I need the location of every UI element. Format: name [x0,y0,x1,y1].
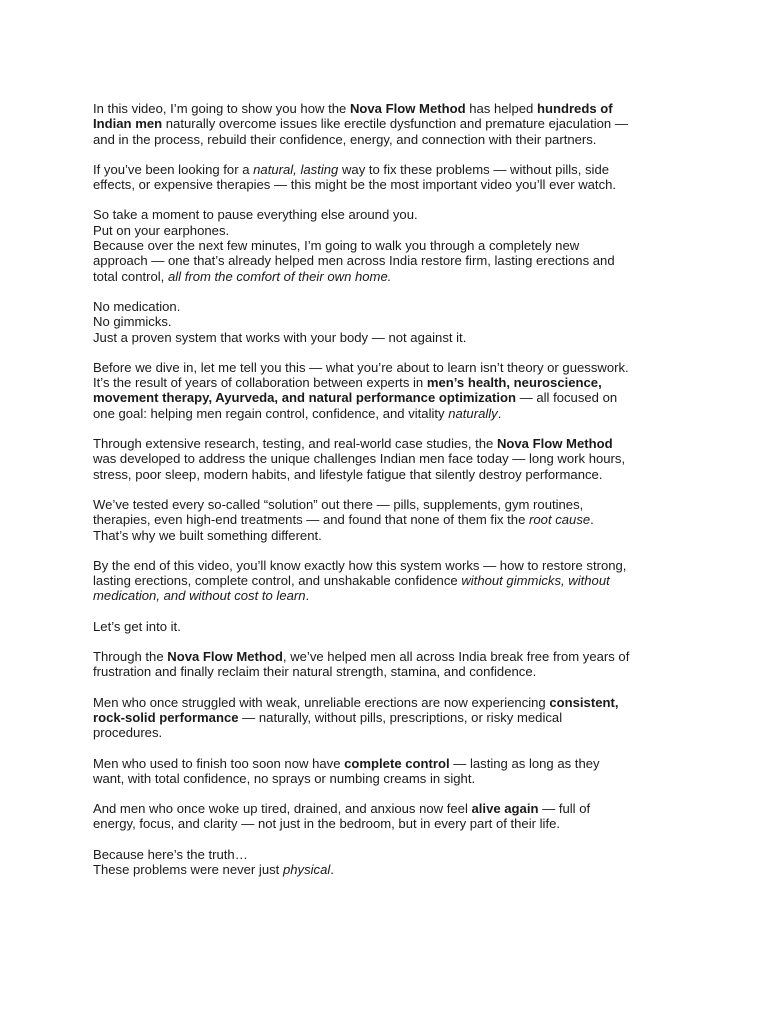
text-line [93,847,693,862]
text-line [93,177,693,192]
italic-text: medication, and without cost to learn [93,588,306,604]
text-run: — lasting as long as they [449,755,600,771]
text-line [93,558,693,573]
text-run: Men who once struggled with weak, unreliable erections are now experiencing [93,694,550,710]
text-run: way to fix these problems — without pills, side [338,161,610,177]
text-line [93,330,693,345]
text-line [93,725,693,740]
text-run: energy, focus, and clarity — not just in the bedroom, but in every part of their life. [93,816,561,832]
text-line [93,269,693,284]
text-line [93,528,693,543]
bold-text: Nova Flow Method [496,436,613,452]
document-body [93,101,693,892]
text-run: stress, poor sleep, modern habits, and lifestyle fatigue that silently destroy performance. [93,466,603,482]
text-run: and in the process, rebuild their confidence, energy, and connection with their partners. [93,131,597,147]
paragraph-before-dive [93,360,693,421]
text-run: Just a proven system that works with your body — not against it. [93,329,467,345]
text-run: In this video, I’m going to show you how the [93,101,350,116]
text-line [93,649,693,664]
text-line [93,253,693,268]
text-run: We’ve tested every so-called “solution” out there — pills, supplements, gym routines, [93,496,584,512]
text-line [93,497,693,512]
text-line [93,573,693,588]
text-run: has helped [465,101,537,116]
text-run: one goal: helping men regain control, confidence, and vitality [93,405,449,421]
text-run: So take a moment to pause everything else around you. [93,207,418,223]
bold-text: alive again [471,801,539,817]
bold-text: Nova Flow Method [349,101,466,116]
text-run: And men who once woke up tired, drained, and anxious now feel [93,801,472,817]
text-line [93,816,693,831]
text-line [93,695,693,710]
text-line [93,162,693,177]
bold-text: complete control [344,755,450,771]
paragraph-get-into-it [93,619,693,634]
text-line [93,116,693,131]
text-run: That’s why we built something different. [93,527,322,543]
text-line [93,299,693,314]
text-line [93,406,693,421]
text-line [93,360,693,375]
italic-text: natural, lasting [253,161,339,177]
text-line [93,390,693,405]
text-run: It’s the result of years of collaboration between experts in [93,375,427,391]
text-line [93,710,693,725]
text-line [93,238,693,253]
paragraph-finish-soon [93,756,693,787]
text-run: . [590,512,594,528]
bold-text: rock-solid performance [93,709,239,725]
text-line [93,756,693,771]
text-run: Let’s get into it. [93,618,181,634]
text-run: — full of [538,801,591,817]
italic-text: naturally [448,405,498,421]
bold-text: Indian men [93,116,163,132]
text-run: No gimmicks. [93,314,172,330]
text-run: therapies, even high-end treatments — and found that none of them fix the [93,512,530,528]
text-run: Because here’s the truth… [93,846,248,862]
text-line [93,467,693,482]
text-run: — all focused on [515,390,618,406]
text-run: By the end of this video, you’ll know exactly how this system works — how to restore strong, [93,557,627,573]
text-line [93,619,693,634]
text-line [93,801,693,816]
text-run: Men who used to finish too soon now have [93,755,345,771]
text-run: total control, [93,268,168,284]
text-run: If you’ve been looking for a [93,161,254,177]
text-run: Because over the next few minutes, I’m going to walk you through a completely new [93,238,580,254]
bold-text: Nova Flow Method [167,649,283,665]
bold-text: consistent, [549,694,619,710]
text-run: Put on your earphones. [93,222,230,238]
text-run: These problems were never just [93,861,283,877]
text-run: frustration and finally reclaim their natural strength, stamina, and confidence. [93,664,537,680]
paragraph-end-of-video [93,558,693,604]
text-run: , we’ve helped men all across India break free from years of [282,649,630,665]
italic-text: root cause [529,512,591,528]
paragraph-research [93,436,693,482]
paragraph-natural-lasting [93,162,693,193]
text-line [93,451,693,466]
bold-text: men’s health, neuroscience, [426,375,602,391]
text-run: Through extensive research, testing, and real-world case studies, the [93,436,497,452]
paragraph-struggled [93,695,693,741]
text-line [93,588,693,603]
text-line [93,436,693,451]
paragraph-truth [93,847,693,878]
text-run: No medication. [93,298,181,314]
italic-text: physical [282,861,331,877]
text-line [93,862,693,877]
text-run: Through the [93,649,168,665]
text-run: want, with total confidence, no sprays or numbing creams in sight. [93,770,476,786]
text-line [93,223,693,238]
text-line [93,375,693,390]
text-run: . [305,588,310,604]
paragraph-alive-again [93,801,693,832]
text-run: procedures. [93,725,163,741]
text-line [93,101,693,116]
paragraph-no-medication [93,299,693,345]
text-run: lasting erections, complete control, and unshakable confidence [93,573,462,589]
text-run: . [497,405,502,421]
bold-text: hundreds of [536,101,613,116]
paragraph-tested [93,497,693,543]
bold-text: movement therapy, Ayurveda, and natural performance optimization [93,390,516,406]
text-line [93,207,693,222]
text-run: was developed to address the unique challenges Indian men face today — long work hours, [93,451,626,467]
paragraph-pause [93,207,693,283]
text-run: — naturally, without pills, prescriptions, or risky medical [238,709,563,725]
text-line [93,771,693,786]
text-line [93,512,693,527]
text-run: . [330,861,334,877]
text-run: effects, or expensive therapies — this might be the most important video you’ll ever watch. [93,177,617,193]
text-line [93,314,693,329]
text-run: Before we dive in, let me tell you this — what you’re about to learn isn’t theory or guesswork. [93,359,629,375]
text-run: naturally overcome issues like erectile dysfunction and premature ejaculation — [162,116,628,132]
text-run: approach — one that’s already helped men across India restore firm, lasting erections and [93,253,615,269]
italic-text: all from the comfort of their own home. [167,268,392,284]
paragraph-break-free [93,649,693,680]
text-line [93,664,693,679]
paragraph-intro [93,101,693,147]
italic-text: without gimmicks, without [461,573,610,589]
text-line [93,132,693,147]
